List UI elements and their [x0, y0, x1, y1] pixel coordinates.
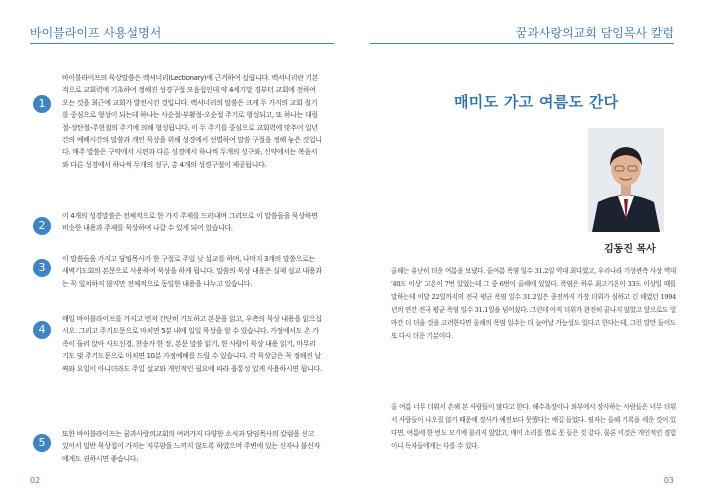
left-page-header: 바이블라이프 사용설명서 [30, 26, 162, 40]
item-text-2: 이 4개의 성경말씀은 전체적으로 한 가지 주제를 드러내며 그러므로 이 말씀들을 묵상하면 비슷한 내용과 주제를 묵상하며 나갈 수 있게 되어 있습니다. [62, 212, 318, 233]
right-page-number: 03 [663, 476, 674, 485]
right-page [352, 0, 704, 499]
author-name: 김동진 목사 [604, 244, 656, 255]
item-number-2: 2 [33, 217, 51, 235]
item-text-3: 이 말씀들을 가지고 담임목사가 한 구절로 주일 낮 설교를 하며, 나머지 3개의 말씀으로는 새벽기도회의 본문으로 사용하여 묵상을 하게 됩니다. 말씀의 묵상 내용은 실제 설교 내용과는 꼭 일치하지 않지만 전체적으로 동일한 내용을 나누고 있습니다. [62, 255, 322, 288]
column-paragraph-1: 올해는 유난히 더운 여름을 보냈다. 올여름 폭염 일수 31.2일 역대 최다였고, 우리나라 기상관측 사상 역대 '40도 이상' 고온이 7번 있었는데 그 중 6번이 올해에 있었다. 폭염은 하루 최고기온이 33도 이상일 때를 말하는데 이달 22일까지의 전국 평균 폭염 일수 31.2일은 종전까지 가장 더위가 심하고 긴 해였던 1994년의 연간 전국 평균 폭염 일수 31.1일을 넘어섰다. 그런데 아직 더위가 완전히 끝나지 않았고 앞으로도 얼마간 더 더울 것을 고려한다면 올해의 폭염 일수는 더 늘어날 가능성도 있다고 한다는데, 그런 말만 들어도 또 다시 더운 기분이다. [391, 267, 676, 340]
item-number-3: 3 [33, 259, 51, 277]
item-number-1: 1 [33, 95, 51, 113]
column-paragraph-2: 올 여름 너무 더워서 손해 본 사람들이 많다고 한다. 해수욕장이나 외부에서 장사하는 사람들은 너무 더워서 사람들이 나오질 않기 때문에 장사가 예전보다 못했다는 얘길 들었다. 필자는 올해 기록을 세운 것이 있다면, 여름에 한 번도 모기에 물리지 않았고, 매미 소리를 별로 못 들은 것 같다. 물론 이것은 개인적인 경험이니 독자들에게는 다를 수 있다. [391, 403, 676, 450]
item-text-4: 매일 바이블라이프를 가지고 먼저 간단히 기도하고 본문을 읽고, 우측의 묵상 내용을 읽으십시오. 그리고 주기도문으로 마치면 5분 내에 일일 묵상을 할 수 있습니다. 가정에서도 온 가족이 둘러 앉아 사도신경, 찬송가 한 장, 본문 말씀 읽기, 한 사람이 묵상 내용 읽기, 마무리 기도 및 주기도문으로 마치면 10분 가정예배를 드릴 수 있습니다. 각 묵상글은 꼭 정해진 날짜와 요일이 아니더라도 주일 설교와 개인적인 필요에 따라 융통성 있게 사용하시면 됩니다. [62, 315, 322, 373]
item-number-5: 5 [33, 434, 51, 452]
right-header-rule [370, 43, 674, 44]
item-text-1: 바이블라이프의 묵상말씀은 렉셔너리(Lectionary)에 근거하여 실립니다. 렉셔너리란 기본적으로 교회력에 기초하여 정해진 성경구절 모음집인데 약 4세기말 경부터 교회에 전하여 오는 것을 최근에 교회가 발전시킨 것입니다. 렉셔너리의 말씀은 크게 두 가지의 교회 절기를 중심으로 형성이 되는데 하나는 사순절-부활절-오순절 주기로 형성되고, 또 하나는 대림절-성탄절-주현절의 주기에 의해 형성됩니다. 이 두 주기를 중심으로 교회력에 맞추어 일년간의 예배시간의 말씀과 개인 묵상을 위해 성경에서 선별하여 말씀 구절을 정해 놓은 것입니다. 매주 말씀은 구약에서 시편과 다른 성경에서 하나씩 두개의 성구와, 신약에서는 복음서와 다른 성경에서 하나씩 두개의 성구, 총 4개의 성경구절이 제공됩니다. [62, 74, 322, 169]
left-page-number: 02 [30, 476, 41, 485]
right-page-header: 꿈과사랑의교회 담임목사 칼럼 [515, 26, 674, 40]
item-number-4: 4 [33, 321, 51, 339]
left-header-rule [30, 43, 334, 44]
column-title: 매미도 가고 여름도 간다 [454, 93, 619, 111]
author-photo [588, 128, 664, 232]
item-text-5: 또한 바이블라이프는 꿈과사랑의교회의 여러가지 다양한 소식과 담임목사의 칼럼을 싣고 있어서 일반 묵상집이 가지는 지루함을 느끼지 않도록 하였으며 주변에 있는 신자나 불신자에게도 권하시면 좋습니다. [62, 430, 320, 463]
